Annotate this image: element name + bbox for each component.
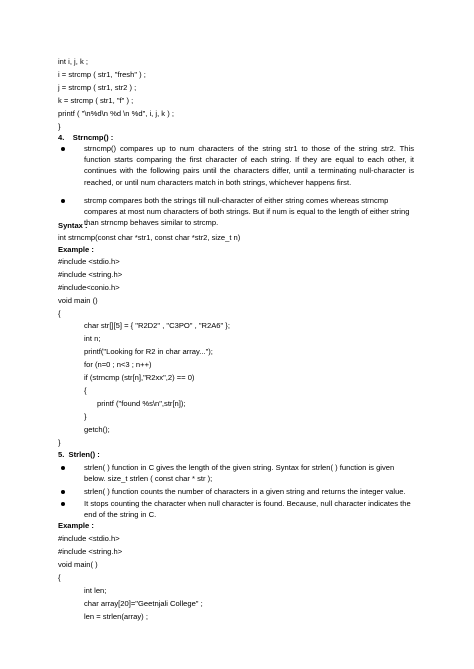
section-heading-strlen: 5. Strlen() : (58, 450, 100, 459)
code-line: char array[20]="Geetnjali College" ; (84, 599, 203, 608)
code-line: { (58, 573, 61, 582)
code-line: j = strcmp ( str1, str2 ) ; (58, 83, 137, 92)
bullet-text: strcmp compares both the strings till null-character of either string comes whereas strncmp compares at most num characters of both strings. But if num is equal to the length of either string than strncmp behaves similar to strcmp. (84, 196, 410, 228)
syntax-label: Syntax : (58, 221, 88, 230)
code-line: int i, j, k ; (58, 57, 88, 66)
bullet-icon (61, 490, 65, 494)
code-line: #include<conio.h> (58, 283, 120, 292)
code-line: #include <stdio.h> (58, 257, 120, 266)
code-line: #include <string.h> (58, 547, 123, 556)
code-line: } (84, 412, 87, 421)
code-line: printf("Looking for R2 in char array..."); (84, 347, 213, 356)
code-line: getch(); (84, 425, 110, 434)
code-line: int n; (84, 334, 101, 343)
bullet-icon (61, 147, 65, 151)
bullet-icon (61, 502, 65, 506)
code-line: len = strlen(array) ; (84, 612, 148, 621)
bullet-text: strlen( ) function in C gives the length of the given string. Syntax for strlen( ) function is given below. size_t strlen ( const char * str ); (84, 463, 395, 484)
code-line: } (58, 438, 61, 447)
syntax-text: int strncmp(const char *str1, const char *str2, size_t n) (58, 233, 241, 242)
code-line: void main () (58, 296, 98, 305)
code-line: printf ( "\n%d\n %d \n %d", i, j, k ) ; (58, 109, 174, 118)
code-line: printf ("found %s\n",str[n]); (97, 399, 186, 408)
code-line: for (n=0 ; n<3 ; n++) (84, 360, 152, 369)
bullet-text: strncmp() compares up to num characters of the string str1 to those of the string str2. This function starts comparing the first character of each string. If they are equal to each other, it continues with the following pairs until the characters differ, until a terminating null-character is reached, or until num characters match in both strings, whichever happens first. (84, 144, 414, 187)
section-heading-strncmp: 4. Strncmp() : (58, 133, 114, 142)
code-line: void main( ) (58, 560, 98, 569)
bullet-text: It stops counting the character when null character is found. Because, null character indicates the end of the string in C. (84, 499, 411, 520)
code-line: { (58, 309, 61, 318)
code-line: #include <string.h> (58, 270, 123, 279)
bullet-icon (61, 466, 65, 470)
code-line: k = strcmp ( str1, "f" ) ; (58, 96, 134, 105)
bullet-icon (61, 199, 65, 203)
example-label: Example : (58, 521, 94, 530)
code-line: if (strncmp (str[n],"R2xx",2) == 0) (84, 373, 195, 382)
code-line: char str[][5] = { "R2D2" , "C3PO" , "R2A6" }; (84, 321, 230, 330)
code-line: int len; (84, 586, 107, 595)
code-line: i = strcmp ( str1, "fresh" ) ; (58, 70, 146, 79)
code-line: #include <stdio.h> (58, 534, 120, 543)
code-line: { (84, 386, 87, 395)
code-line: } (58, 122, 61, 131)
example-label: Example : (58, 245, 94, 254)
bullet-text: strlen( ) function counts the number of characters in a given string and returns the integer value. (84, 487, 406, 496)
